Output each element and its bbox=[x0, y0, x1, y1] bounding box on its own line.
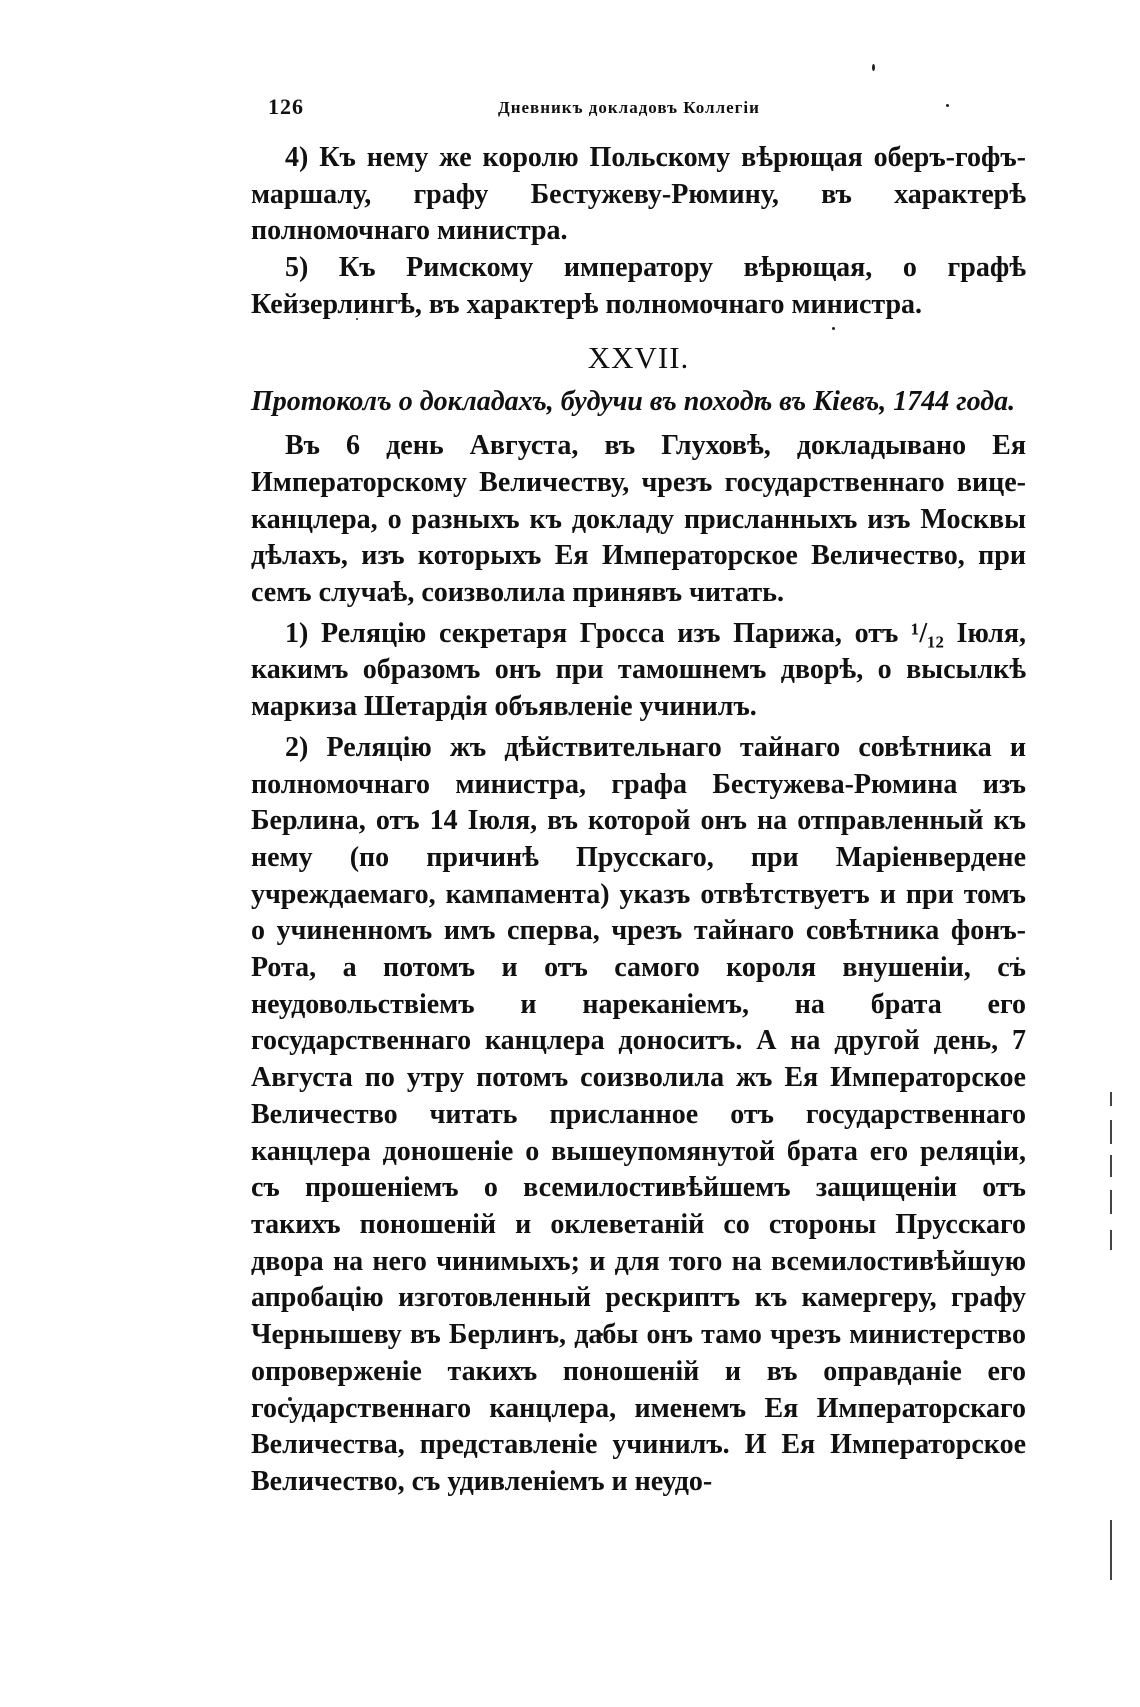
running-title: Дневникъ докладовъ Коллегіи bbox=[498, 98, 760, 117]
item-1-paragraph: 1) Реляцію секретаря Гросса изъ Парижа, отъ ¹/₁₂ Іюля, какимъ образомъ онъ при тамошнемъ дворѣ, о высылкѣ маркиза Шетардія объявленіе учинилъ. bbox=[251, 617, 1026, 723]
body-text bbox=[251, 140, 1026, 1501]
paragraph-4: 4) Къ нему же королю Польскому вѣрющая оберъ-гофъ-маршалу, графу Бестужеву-Рюмину, въ характерѣ полномочнаго министра. bbox=[251, 142, 1026, 247]
section-number: XXVII. bbox=[587, 339, 690, 375]
print-speck bbox=[872, 64, 875, 71]
scan-edge-mark bbox=[1110, 1520, 1112, 1580]
scan-edge-mark bbox=[1110, 1092, 1112, 1106]
paragraph-5: 5) Къ Римскому императору вѣрющая, о графѣ Кейзерлингѣ, въ характерѣ полномочнаго министра. bbox=[251, 252, 1026, 320]
scan-edge-mark bbox=[1110, 1155, 1112, 1177]
item-2-paragraph: 2) Реляцію жъ дѣйствительнаго тайнаго совѣтника и полномочнаго министра, графа Бестужева-Рюмина изъ Берлина, отъ 14 Іюля, въ которой онъ на отправленный къ нему (по причинѣ Прусскаго, при Маріенвердене учреждаемаго, кампамента) указъ отвѣтствуетъ и при томъ о учиненномъ имъ сперва, чрезъ тайнаго совѣтника фонъ-Рота, а потомъ и отъ самого короля внушеніи, съ неудовольствіемъ и нареканіемъ, на брата его государственнаго канцлера доноситъ. А на другой день, 7 Августа по утру потомъ соизволила жъ Ея Императорское Величество читать присланное отъ государственнаго канцлера доношеніе о вышеупомянутой брата его реляціи, съ прошеніемъ о всемилостивѣйшемъ защищеніи отъ такихъ поношеній и оклеветаній со стороны Прусскаго двора на него чинимыхъ; и для того на всемилостивѣйшую апробацію изготовленный рескриптъ къ камергеру, графу Чернышеву въ Берлинъ, дабы онъ тамо чрезъ министерство опроверженіе такихъ поношеній и въ оправданіе его государственнаго канцлера, именемъ Ея Императорскаго Величества, представленіе учинилъ. И Ея Императорское Величество, съ удивленіемъ и неудо- bbox=[251, 731, 1026, 1497]
intro-paragraph: Въ 6 день Августа, въ Глуховѣ, докладывано Ея Императорскому Величеству, чрезъ государственнаго вице-канцлера, о разныхъ къ докладу присланныхъ изъ Москвы дѣлахъ, изъ которыхъ Ея Императорское Величество, при семъ случаѣ, соизволила принявъ читать. bbox=[251, 430, 1026, 609]
scan-edge-mark bbox=[1110, 1190, 1112, 1214]
scan-edge-mark bbox=[1110, 1230, 1112, 1250]
page-number: 126 bbox=[268, 94, 304, 119]
page-header bbox=[268, 94, 1018, 124]
print-speck bbox=[946, 104, 949, 107]
scan-edge-mark bbox=[1110, 1120, 1112, 1144]
section-title: Протоколъ о докладахъ, будучи въ походѣ въ Кіевъ, 1744 года. bbox=[251, 386, 1016, 418]
